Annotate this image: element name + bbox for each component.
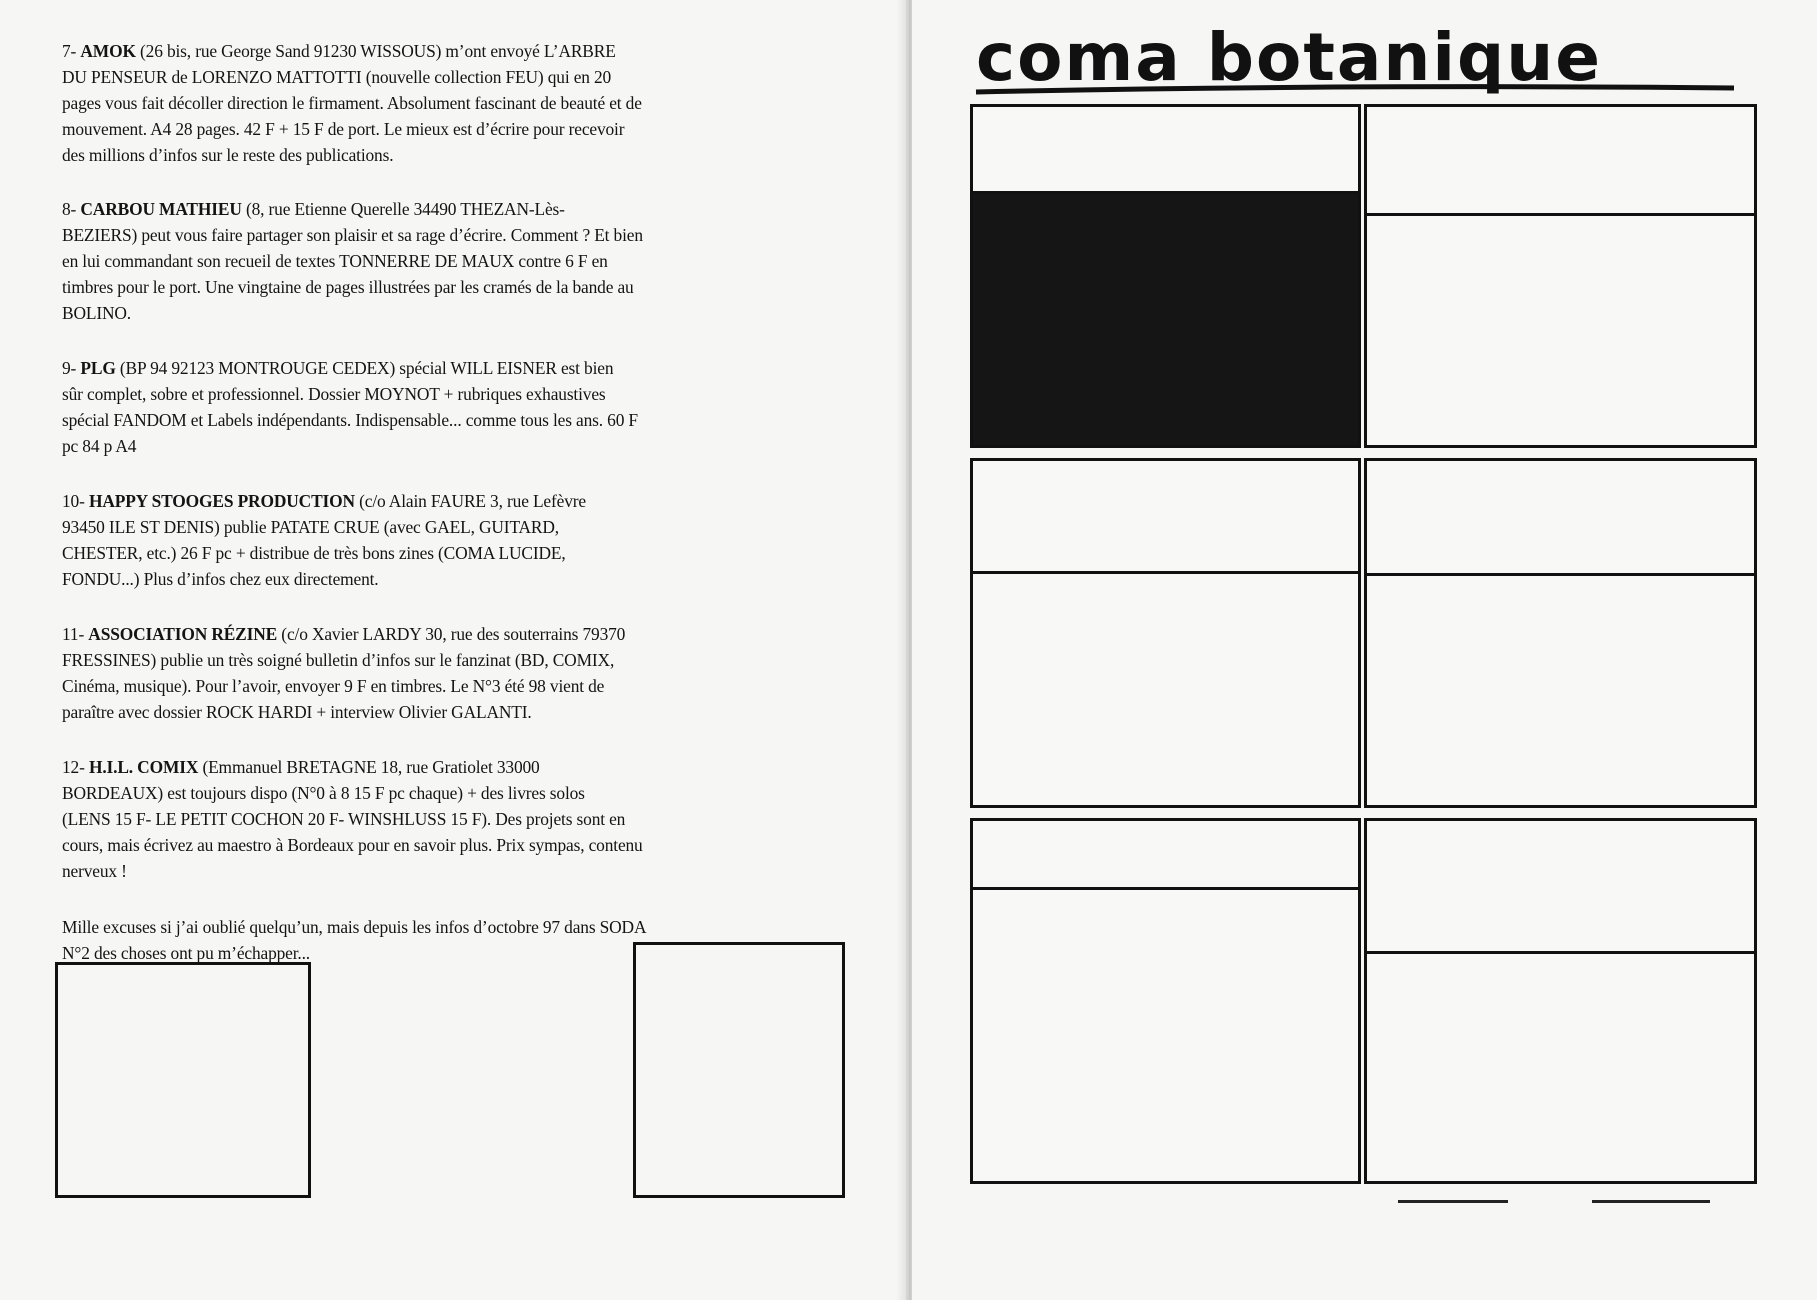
panel-caption xyxy=(973,821,1358,890)
character-illustrations xyxy=(55,962,853,1280)
svg-text:coma botanique: coma botanique xyxy=(976,19,1603,96)
comic-title-lettering xyxy=(970,18,1740,98)
listing-name: ASSOCIATION RÉZINE xyxy=(88,624,278,644)
panel-artwork xyxy=(1367,954,1754,1181)
illustration-frame-right xyxy=(633,942,845,1198)
credit-mark-art xyxy=(1398,1200,1508,1203)
listing-number: 10- xyxy=(62,491,85,511)
listing-name: HAPPY STOOGES PRODUCTION xyxy=(88,491,355,511)
listing-number: 9- xyxy=(62,358,77,378)
panel-caption xyxy=(973,107,1358,194)
right-page xyxy=(912,0,1817,1300)
listing-entry xyxy=(62,38,832,168)
panel-artwork xyxy=(973,194,1358,445)
listing-number: 8- xyxy=(62,199,77,219)
comic-title xyxy=(970,18,1740,98)
illustration-frame-left xyxy=(55,962,311,1198)
listing-entry xyxy=(62,355,832,459)
listing-number: 7- xyxy=(62,41,77,61)
listing-text: (BP 94 92123 MONTROUGE CEDEX) spécial WILL EISNER est bien sûr complet, sobre et professionnel. Dossier MOYNOT + rubriques exhaustives spécial FANDOM et Labels indépendants. Indispensable... comme tous les ans. 60 F pc 84 p A4 xyxy=(62,358,638,456)
listing-entry xyxy=(62,196,832,326)
listing-text: (8, rue Etienne Querelle 34490 THEZAN-Lès- BEZIERS) peut vous faire partager son plaisir et sa rage d’écrire. Comment ? Et bien en lui commandant son recueil de textes TONNERRE DE MAUX contre 6 F en timbres pour le port. Une vingtaine de pages illustrées par les cramés de la bande au BOLINO. xyxy=(62,199,643,323)
closing-note: Mille excuses si j’ai oublié quelqu’un, mais depuis les infos d’octobre 97 dans SODA N°2 des choses ont pu m’échapper... xyxy=(62,917,647,963)
panel-artwork xyxy=(973,890,1358,1181)
left-page xyxy=(0,0,906,1300)
panel-artwork xyxy=(1367,216,1754,445)
comic-panel-3 xyxy=(970,458,1361,808)
panel-artwork xyxy=(973,574,1358,805)
listing-text: (Emmanuel BRETAGNE 18, rue Gratiolet 33000 BORDEAUX) est toujours dispo (N°0 à 8 15 F pc chaque) + des livres solos (LENS 15 F- LE PETIT COCHON 20 F- WINSHLUSS 15 F). Des projets sont en cours, mais écrivez au maestro à Bordeaux pour en savoir plus. Prix sympas, contenu nerveux ! xyxy=(62,757,643,881)
comic-panel-5 xyxy=(970,818,1361,1184)
listing-name: CARBOU MATHIEU xyxy=(80,199,242,219)
listing-number: 11- xyxy=(62,624,85,644)
comic-credits xyxy=(912,1192,1817,1212)
listing-text: (c/o Alain FAURE 3, rue Lefèvre 93450 ILE ST DENIS) publie PATATE CRUE (avec GAEL, GUITARD, CHESTER, etc.) 26 F pc + distribue de très bons zines (COMA LUCIDE, FONDU...) Plus d’infos chez eux directement. xyxy=(62,491,586,589)
listing-entry xyxy=(62,621,832,725)
comic-panel-2 xyxy=(1364,104,1757,448)
comic-panel-4 xyxy=(1364,458,1757,808)
panel-artwork xyxy=(1367,576,1754,805)
listing-entry xyxy=(62,488,832,592)
listing-text: (26 bis, rue George Sand 91230 WISSOUS) m’ont envoyé L’ARBRE DU PENSEUR de LORENZO MATTOTTI (nouvelle collection FEU) qui en 20 pages vous fait décoller direction le firmament. Absolument fascinant de beauté et de mouvement. A4 28 pages. 42 F + 15 F de port. Le mieux est d’écrire pour recevoir des millions d’infos sur le reste des publications. xyxy=(62,41,642,165)
listing-name: AMOK xyxy=(80,41,136,61)
panel-caption xyxy=(1367,107,1754,216)
listing-name: PLG xyxy=(80,358,116,378)
comic-panel-6 xyxy=(1364,818,1757,1184)
panel-caption xyxy=(1367,821,1754,954)
credit-mark-text xyxy=(1592,1200,1710,1203)
panel-caption xyxy=(1367,461,1754,576)
listing-number: 12- xyxy=(62,757,85,777)
listing-entry xyxy=(62,754,832,884)
panel-caption xyxy=(973,461,1358,574)
listing-name: H.I.L. COMIX xyxy=(88,757,199,777)
comic-panel-1 xyxy=(970,104,1361,448)
listing-text: (c/o Xavier LARDY 30, rue des souterrains 79370 FRESSINES) publie un très soigné bulletin d’infos sur le fanzinat (BD, COMIX, Cinéma, musique). Pour l’avoir, envoyer 9 F en timbres. Le N°3 été 98 vient de paraître avec dossier ROCK HARDI + interview Olivier GALANTI. xyxy=(62,624,626,722)
